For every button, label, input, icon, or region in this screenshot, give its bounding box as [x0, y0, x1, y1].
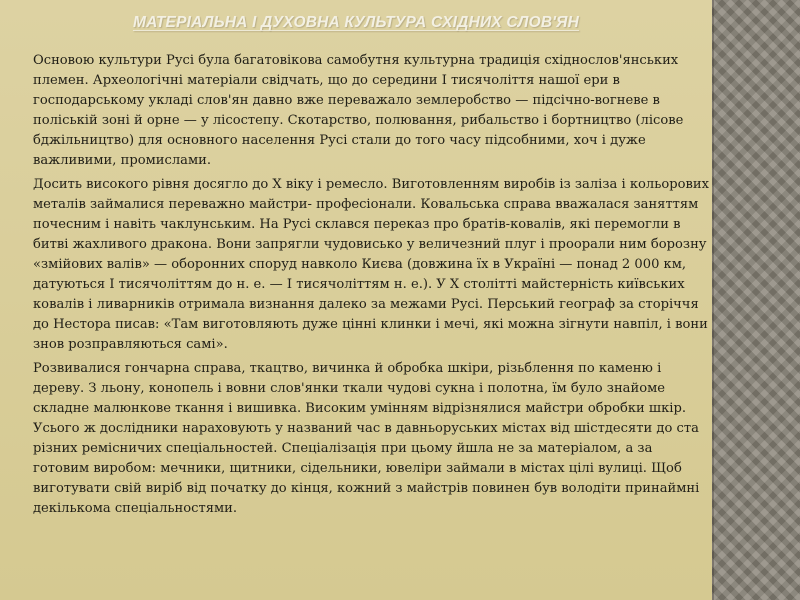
decorative-side-strip	[712, 0, 800, 600]
paragraph-crafts-other: Розвивалися гончарна справа, ткацтво, вичинка й обробка шкіри, різьблення по каменю і дереву. З льону, конопель і вовни слов'янки ткали чудові сукна і полотна, їм було знайоме складне малюнкове ткання і вишивка. Високим умінням відрізнялися майстри обробки шкір. Усього ж дослідники нараховують у названий час в давньоруських містах від шістдесяти до ста різних ремісничих спеціальностей. Спеціалізація при цьому йшла не за матеріалом, а за готовим виробом: мечники, щитники, сідельники, ювеліри займали в містах цілі вулиці. Щоб виготувати свій виріб від початку до кінця, кожний з майстрів повинен був володіти принаймні декількома спеціальностями.	[33, 361, 700, 516]
paragraph-agriculture: Основою культури Русі була багатовікова самобутня культурна традиція східнослов'янських племен. Археологічні матеріали свідчать, що до середини І тисячоліття нашої ери в господарському укладі слов'ян давно вже переважало землеробство — підсічно-вогневе в поліській зоні й орне — у лісостепу. Скотарство, полювання, рибальство і бортництво (лісове бджільництво) для основного населення Русі стали до того часу підсобними, хоч і дуже важливими, промислами.	[33, 53, 684, 168]
paragraph-crafts-metalwork: Досить високого рівня досягло до X віку і ремесло. Виготовленням виробів із заліза і кольорових металів займалися переважно майстри- професіонали. Ковальська справа вважалася заняттям почесним і навіть чаклунським. На Русі склався переказ про братів-ковалів, які перемогли в битві жахливого дракона. Вони запрягли чудовисько у величезний плуг і проорали ним борозну «змійових валів» — оборонних споруд навколо Києва (довжина їх в Україні — понад 2 000 км, датуються І тисячоліттям до н. е. — І тисячоліттям н. е.). У X столітті майстерність київських ковалів і ливарників отримала визнання далеко за межами Русі. Перський географ за сторіччя до Нестора писав: «Там виготовляють дуже цінні клинки і мечі, які можна зігнути навпіл, і вони знов розправляються самі».	[33, 177, 709, 352]
slide-body	[33, 51, 709, 523]
slide-title: МАТЕРІАЛЬНА І ДУХОВНА КУЛЬТУРА СХІДНИХ СЛОВ'ЯН	[132, 14, 580, 31]
